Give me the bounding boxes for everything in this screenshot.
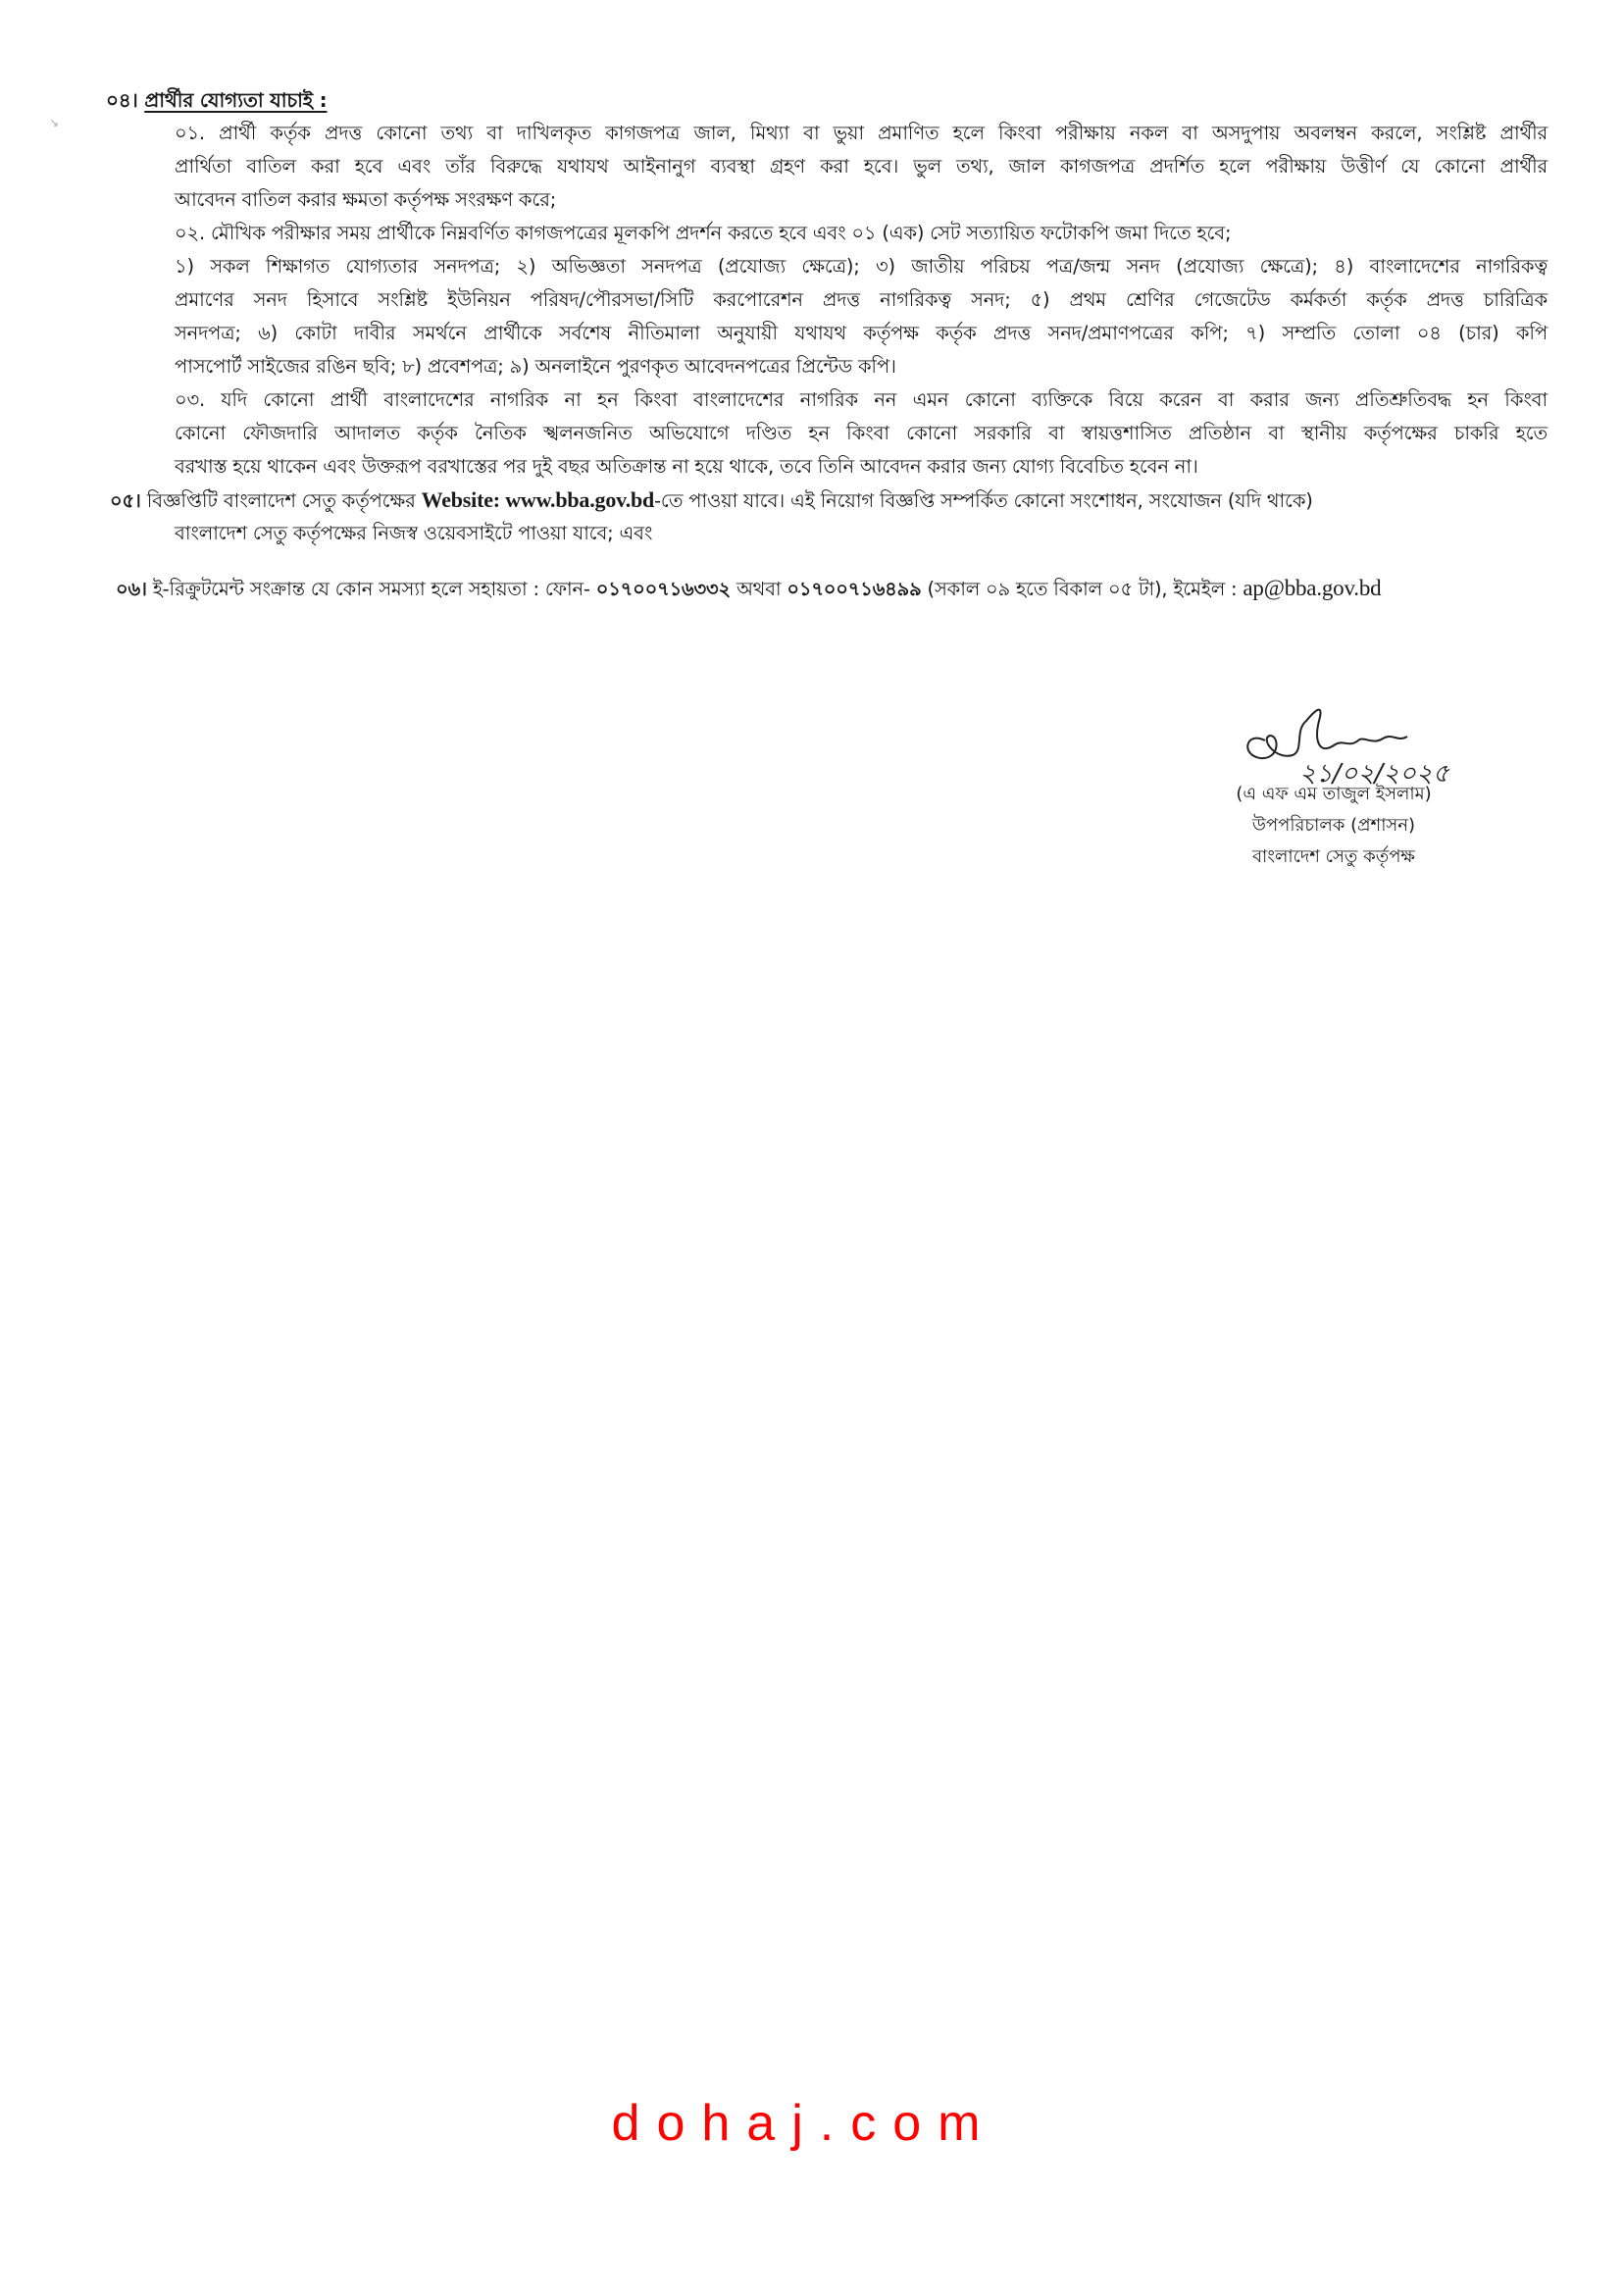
item-2-line-2: ১) সকল শিক্ষাগত যোগ্যতার সনদপত্র; ২) অভিজ্ঞতা সনদপত্র (প্রযোজ্য ক্ষেত্রে); ৩) জাতীয় পরিচয় পত্র/জন্ম সনদ (প্রযোজ্য ক্ষেত্রে); ৪) বাংলাদেশের নাগরিকত্ব <box>175 255 1548 278</box>
item-2-line-5: পাসপোর্ট সাইজের রঙিন ছবি; ৮) প্রবেশপত্র; ৯) অনলাইনে পুরণকৃত আবেদনপত্রের প্রিন্টেড কপি। <box>175 355 896 378</box>
item-1-line-1: ০১. প্রার্থী কর্তৃক প্রদত্ত কোনো তথ্য বা দাখিলকৃত কাগজপত্র জাল, মিথ্যা বা ভুয়া প্রমাণিত হলে কিংবা পরীক্ষায় নকল বা অসদুপায় অবলম্বন করলে, সংশ্লিষ্ট প্রার্থীর <box>175 122 1548 144</box>
section-5-number: ০৫। <box>110 489 141 512</box>
email-link[interactable]: ap@bba.gov.bd <box>1243 576 1382 600</box>
section-6-text: ই-রিক্রুটমেন্ট সংক্রান্ত যে কোন সমস্যা হলে সহায়তা : ফোন- <box>152 578 596 600</box>
item-1-line-3: আবেদন বাতিল করার ক্ষমতা কর্তৃপক্ষ সংরক্ষণ করে; <box>175 188 557 211</box>
section-4-heading <box>106 86 327 114</box>
section-5-line-2: বাংলাদেশ সেতু কর্তৃপক্ষের নিজস্ব ওয়েবসাইটে পাওয়া যাবে; এবং <box>175 522 653 544</box>
item-3-line-1: ০৩. যদি কোনো প্রার্থী বাংলাদেশের নাগরিক না হন কিংবা বাংলাদেশের নাগরিক নন এমন কোনো ব্যক্তিকে বিয়ে করেন বা করার জন্য প্রতিশ্রুতিবদ্ধ হন কিংবা <box>175 388 1548 411</box>
section-5-line-1 <box>110 486 1313 515</box>
signatory-name: (এ এফ এম তাজুল ইসলাম) <box>1236 784 1432 804</box>
item-3-line-2: কোনো ফৌজদারি আদালত কর্তৃক নৈতিক স্খলনজনিত অভিযোগে দণ্ডিত হন কিংবা কোনো সরকারি বা স্বায়ত্তশাসিত প্রতিষ্ঠান বা স্থানীয় কর্তৃপক্ষের চাকরি হতে <box>175 422 1548 444</box>
item-1-line-2: প্রার্থিতা বাতিল করা হবে এবং তাঁর বিরুদ্ধে যথাযথ আইনানুগ ব্যবস্থা গ্রহণ করা হবে। ভুল তথ্য, জাল কাগজপত্র প্রদর্শিত হলে পরীক্ষায় উত্তীর্ণ যে কোনো প্রার্থীর <box>175 155 1548 178</box>
phone-2[interactable]: ০১৭০০৭১৬৪৯৯ <box>787 578 922 600</box>
phone-1[interactable]: ০১৭০০৭১৬৩৩২ <box>595 578 731 600</box>
signatory-organization: বাংলাদেশ সেতু কর্তৃপক্ষ <box>1252 846 1415 867</box>
item-2-line-1: ০২. মৌখিক পরীক্ষার সময় প্রার্থীকে নিম্নবর্ণিত কাগজপত্রের মূলকপি প্রদর্শন করতে হবে এবং ০১ (এক) সেট সত্যায়িত ফটোকপি জমা দিতে হবে; <box>175 222 1232 244</box>
website-link[interactable]: Website: www.bba.gov.bd <box>421 487 655 512</box>
section-4-title: প্রার্থীর যোগ্যতা যাচাই : <box>144 88 328 112</box>
watermark-text: dohaj.com <box>611 2095 997 2152</box>
section-4-number: ০৪। <box>106 88 138 112</box>
or-text: অথবা <box>730 578 787 600</box>
handwritten-signature <box>1226 701 1491 790</box>
margin-mark: ↘ <box>49 116 60 129</box>
section-5-text-pre: বিজ্ঞপ্তিটি বাংলাদেশ সেতু কর্তৃপক্ষের <box>146 489 422 512</box>
item-3-line-3: বরখাস্ত হয়ে থাকেন এবং উক্তরূপ বরখাস্তের পর দুই বছর অতিক্রান্ত না হয়ে থাকে, তবে তিনি আবেদন করার জন্য যোগ্য বিবেচিত হবেন না। <box>175 455 1198 478</box>
section-6-number: ০৬। <box>116 578 147 600</box>
item-2-line-4: সনদপত্র; ৬) কোটা দাবীর সমর্থনে প্রার্থীকে সর্বশেষ নীতিমালা অনুযায়ী যথাযথ কর্তৃপক্ষ কর্তৃক প্রদত্ত সনদ/প্রমাণপত্রের কপি; ৭) সম্প্রতি তোলা ০৪ (চার) কপি <box>175 322 1548 344</box>
handwritten-date: ২১/০২/২০২৫ <box>1299 759 1449 789</box>
section-6-line <box>116 575 1381 603</box>
section-5-text-post: -তে পাওয়া যাবে। এই নিয়োগ বিজ্ঞপ্তি সম্পর্কিত কোনো সংশোধন, সংযোজন (যদি থাকে) <box>654 489 1313 512</box>
office-hours: (সকাল ০৯ হতে বিকাল ০৫ টা), ইমেইল : <box>921 578 1243 600</box>
item-2-line-3: প্রমাণের সনদ হিসাবে সংশ্লিষ্ট ইউনিয়ন পরিষদ/পৌরসভা/সিটি করপোরেশন প্রদত্ত নাগরিকত্ব সনদ; ৫) প্রথম শ্রেণির গেজেটেড কর্মকর্তা কর্তৃক প্রদত্ত চারিত্রিক <box>175 288 1548 311</box>
signatory-designation: উপপরিচালক (প্রশাসন) <box>1251 815 1416 836</box>
